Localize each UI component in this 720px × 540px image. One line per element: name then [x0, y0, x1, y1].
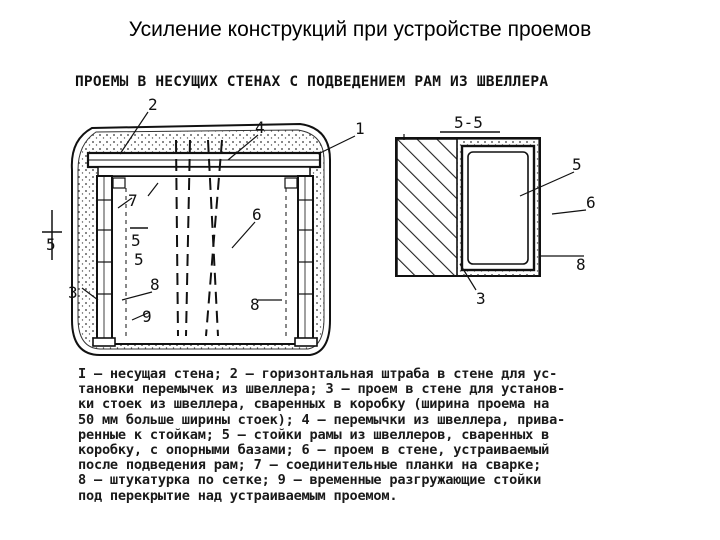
elevation-view — [42, 95, 365, 355]
label-7: 7 — [128, 191, 138, 210]
label-9: 9 — [142, 307, 152, 326]
right-post — [298, 176, 313, 340]
svg-text:3: 3 — [476, 289, 486, 308]
caption-line: ки стоек из швеллера, сваренных в коробку (ширина проема на — [78, 396, 550, 413]
slide-title: Усиление конструкций при устройстве проемов — [128, 18, 592, 41]
label-5: 5 — [134, 250, 144, 269]
label-4: 4 — [255, 118, 265, 137]
label-1: 1 — [355, 119, 365, 138]
hatched-wall — [397, 139, 457, 276]
label-3: 3 — [68, 283, 78, 302]
svg-text:6: 6 — [586, 193, 596, 212]
caption-line: после подведения рам; 7 – соединительные планки на сварке; — [78, 457, 542, 474]
label-8: 8 — [150, 275, 160, 294]
caption-line: тановки перемычек из швеллера; 3 – проем в стене для установ- — [78, 381, 566, 398]
caption-line: 50 мм больше ширины стоек); 4 – перемычки из швеллера, прива- — [78, 411, 566, 428]
caption-line: коробку, с опорными базами; 6 – проем в стене, устраиваемый — [78, 442, 550, 459]
caption-line: 8 – штукатурка по сетке; 9 – временные разгружающие стойки — [78, 472, 542, 489]
drawing-header: ПРОЕМЫ В НЕСУЩИХ СТЕНАХ С ПОДВЕДЕНИЕМ РАМ ИЗ ШВЕЛЛЕРА — [75, 74, 549, 90]
label-6: 6 — [252, 205, 262, 224]
caption-line: ренные к стойкам; 5 – стойки рамы из швеллеров, сваренных в — [78, 426, 550, 443]
svg-text:8: 8 — [576, 255, 586, 274]
svg-text:5: 5 — [131, 231, 141, 250]
section-5-5 — [396, 113, 596, 308]
svg-text:5: 5 — [572, 155, 582, 174]
drawing-caption — [78, 367, 678, 504]
label-8b: 8 — [250, 295, 260, 314]
left-post — [97, 176, 112, 340]
label-2: 2 — [148, 95, 158, 114]
caption-line: I – несущая стена; 2 – горизонтальная штраба в стене для ус- — [78, 366, 558, 382]
section-label: 5-5 — [454, 113, 483, 132]
svg-text:5: 5 — [46, 235, 56, 254]
caption-line: под перекрытие над устраиваемым проемом. — [78, 487, 398, 504]
